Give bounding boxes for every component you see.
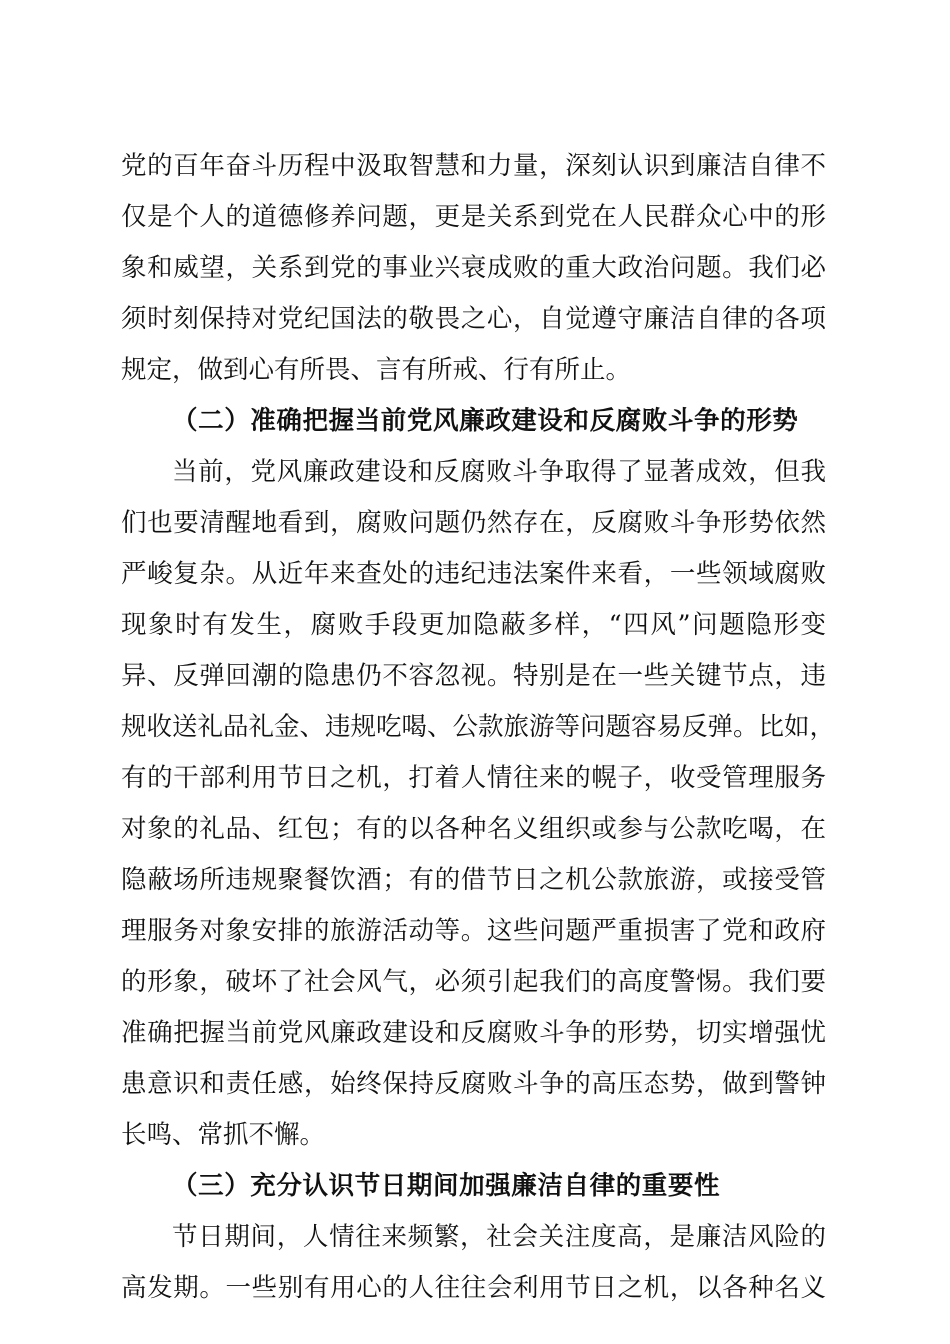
- paragraph-line: 异、反弹回潮的隐患仍不容忽视。特别是在一些关键节点，违: [121, 661, 826, 691]
- paragraph-line: 规定，做到心有所畏、言有所戒、行有所止。: [121, 355, 632, 385]
- paragraph-line: 象和威望，关系到党的事业兴衰成败的重大政治问题。我们必: [121, 253, 826, 283]
- paragraph-line: 当前，党风廉政建设和反腐败斗争取得了显著成效，但我: [172, 457, 826, 487]
- paragraph-line: 高发期。一些别有用心的人往往会利用节日之机，以各种名义: [121, 1273, 826, 1303]
- paragraph-line: 患意识和责任感，始终保持反腐败斗争的高压态势，做到警钟: [121, 1069, 826, 1099]
- paragraph-line: 党的百年奋斗历程中汲取智慧和力量，深刻认识到廉洁自律不: [121, 151, 826, 181]
- paragraph-line: 现象时有发生，腐败手段更加隐蔽多样，“四风”问题隐形变: [121, 610, 826, 640]
- paragraph-line: 须时刻保持对党纪国法的敬畏之心，自觉遵守廉洁自律的各项: [121, 304, 826, 334]
- paragraph-line: 们也要清醒地看到，腐败问题仍然存在，反腐败斗争形势依然: [121, 508, 826, 538]
- paragraph-line: 准确把握当前党风廉政建设和反腐败斗争的形势，切实增强忧: [121, 1018, 826, 1048]
- paragraph-line: 隐蔽场所违规聚餐饮酒；有的借节日之机公款旅游，或接受管: [121, 865, 826, 895]
- paragraph-line: 理服务对象安排的旅游活动等。这些问题严重损害了党和政府: [121, 916, 826, 946]
- paragraph-line: 有的干部利用节日之机，打着人情往来的幌子，收受管理服务: [121, 763, 826, 793]
- paragraph-line: 严峻复杂。从近年来查处的违纪违法案件来看，一些领域腐败: [121, 559, 826, 589]
- section-heading: （二）准确把握当前党风廉政建设和反腐败斗争的形势: [172, 406, 799, 436]
- paragraph-line: 长鸣、常抓不懈。: [121, 1120, 326, 1150]
- section-heading: （三）充分认识节日期间加强廉洁自律的重要性: [172, 1171, 721, 1201]
- paragraph-line: 对象的礼品、红包；有的以各种名义组织或参与公款吃喝，在: [121, 814, 826, 844]
- paragraph-line: 节日期间，人情往来频繁，社会关注度高，是廉洁风险的: [172, 1222, 826, 1252]
- paragraph-line: 规收送礼品礼金、违规吃喝、公款旅游等问题容易反弹。比如，: [121, 712, 836, 742]
- paragraph-line: 的形象，破坏了社会风气，必须引起我们的高度警惕。我们要: [121, 967, 826, 997]
- paragraph-line: 仅是个人的道德修养问题，更是关系到党在人民群众心中的形: [121, 202, 826, 232]
